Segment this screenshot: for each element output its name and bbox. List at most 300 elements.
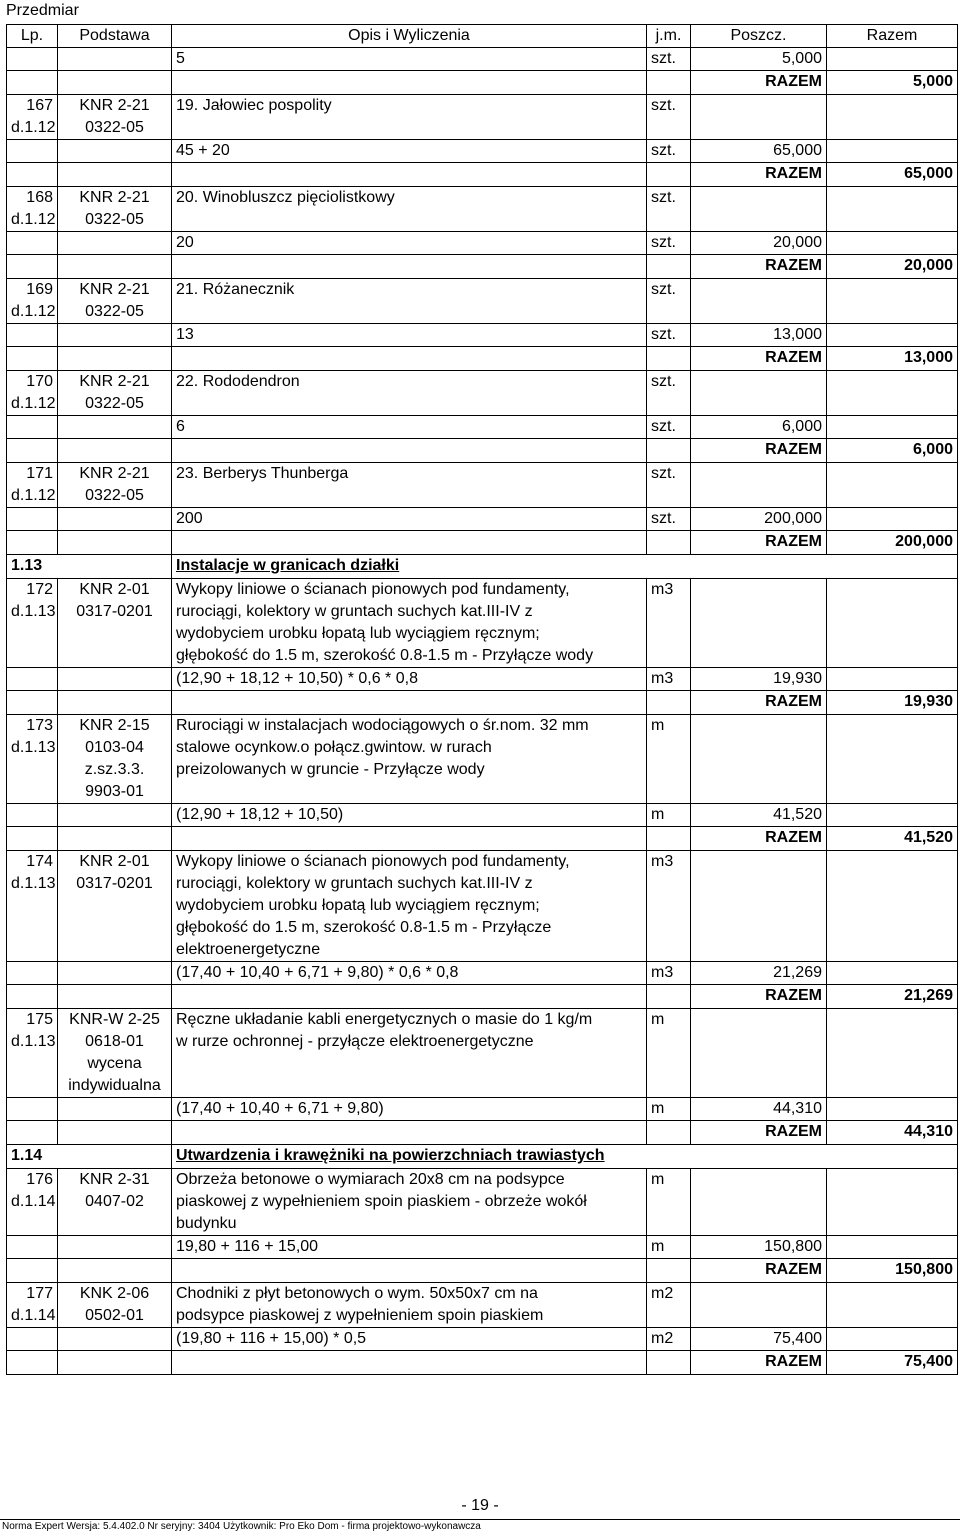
item-row (7, 1009, 958, 1098)
section-row (7, 555, 958, 579)
description-line: rurociągi, kolektory w gruntach suchych kat.III-IV z (176, 603, 533, 620)
sum-empty (58, 827, 172, 851)
calc-formula: (17,40 + 10,40 + 6,71 + 9,80) (172, 1098, 647, 1121)
description-line: 23. Berberys Thunberga (176, 465, 349, 482)
sum-empty (172, 255, 647, 279)
item-razem-empty (827, 851, 958, 962)
section-row (7, 1145, 958, 1169)
calc-basis-empty (58, 804, 172, 827)
basis-line: wycena (87, 1055, 142, 1072)
item-razem-empty (827, 579, 958, 668)
sum-empty (647, 691, 691, 715)
calc-formula: (19,80 + 116 + 15,00) * 0,5 (172, 1328, 647, 1351)
item-unit: szt. (647, 95, 691, 140)
item-sub-number: d.1.12 (11, 211, 56, 228)
sum-empty (647, 163, 691, 187)
item-description (172, 1283, 647, 1328)
item-description (172, 851, 647, 962)
calc-lp-empty (7, 140, 58, 163)
header-lp: Lp. (7, 25, 58, 48)
sum-empty (58, 255, 172, 279)
item-sub-number: d.1.12 (11, 119, 56, 136)
item-poszcz-empty (691, 279, 827, 324)
razem-total: 41,520 (827, 827, 958, 851)
item-razem-empty (827, 1283, 958, 1328)
item-lp (7, 371, 58, 416)
carry-sum-row (7, 71, 958, 95)
calc-row (7, 1328, 958, 1351)
item-basis (58, 1009, 172, 1098)
calc-razem-empty (827, 140, 958, 163)
item-number: 177 (26, 1285, 53, 1302)
razem-total: 19,930 (827, 691, 958, 715)
description-line: Rurociągi w instalacjach wodociągowych o śr.nom. 32 mm (176, 717, 589, 734)
calc-basis-empty (58, 1236, 172, 1259)
przedmiar-table (6, 24, 958, 1375)
header-podstawa: Podstawa (58, 25, 172, 48)
calc-lp-empty (7, 508, 58, 531)
basis-line: KNR 2-21 (79, 189, 150, 206)
calc-unit: m (647, 1098, 691, 1121)
item-basis (58, 715, 172, 804)
item-razem-empty (827, 95, 958, 140)
basis-line: KNR 2-21 (79, 281, 150, 298)
item-number: 168 (26, 189, 53, 206)
sum-row (7, 1121, 958, 1145)
sum-empty (172, 1121, 647, 1145)
calc-formula: (12,90 + 18,12 + 10,50) * 0,6 * 0,8 (172, 668, 647, 691)
sum-empty (172, 439, 647, 463)
description-line: 19. Jałowiec pospolity (176, 97, 332, 114)
calc-row (7, 1098, 958, 1121)
item-row (7, 463, 958, 508)
item-sub-number: d.1.14 (11, 1307, 56, 1324)
calc-razem-empty (827, 324, 958, 347)
calc-lp-empty (7, 1098, 58, 1121)
razem-label: RAZEM (691, 985, 827, 1009)
description-line: wydobyciem urobku łopatą lub wyciągiem ręcznym; (176, 625, 540, 642)
item-sub-number: d.1.13 (11, 603, 56, 620)
basis-line: KNR-W 2-25 (69, 1011, 160, 1028)
sum-empty (7, 1259, 58, 1283)
calc-unit: m (647, 804, 691, 827)
item-razem-empty (827, 279, 958, 324)
item-basis (58, 279, 172, 324)
sum-empty (647, 1351, 691, 1375)
description-line: w rurze ochronnej - przyłącze elektroenergetyczne (176, 1033, 534, 1050)
calc-row (7, 1236, 958, 1259)
table-header-row (7, 25, 958, 48)
calc-basis-empty (58, 324, 172, 347)
item-row (7, 1283, 958, 1328)
sum-row (7, 1351, 958, 1375)
description-line: głębokość do 1.5 m, szerokość 0.8-1.5 m - Przyłącze (176, 919, 552, 936)
razem-label: RAZEM (691, 1121, 827, 1145)
sum-row (7, 255, 958, 279)
item-row (7, 579, 958, 668)
calc-value: 41,520 (691, 804, 827, 827)
item-unit: m3 (647, 851, 691, 962)
footer-text: Norma Expert Wersja: 5.4.402.0 Nr seryjny: 3404 Użytkownik: Pro Eko Dom - firma projektowo-wykonawcza (2, 1521, 481, 1532)
sum-empty (58, 347, 172, 371)
sum-empty (58, 691, 172, 715)
sum-empty (58, 1121, 172, 1145)
calc-lp-empty (7, 804, 58, 827)
item-poszcz-empty (691, 851, 827, 962)
sum-empty (172, 347, 647, 371)
sum-empty (172, 691, 647, 715)
calc-value: 75,400 (691, 1328, 827, 1351)
description-line: Ręczne układanie kabli energetycznych o masie do 1 kg/m (176, 1011, 593, 1028)
basis-line: 0322-05 (85, 119, 144, 136)
item-description (172, 579, 647, 668)
sum-row (7, 163, 958, 187)
item-poszcz-empty (691, 1009, 827, 1098)
item-number: 176 (26, 1171, 53, 1188)
basis-line: KNR 2-15 (79, 717, 150, 734)
basis-line: 0407-02 (85, 1193, 144, 1210)
sum-empty (7, 531, 58, 555)
description-line: Wykopy liniowe o ścianach pionowych pod fundamenty, (176, 581, 570, 598)
item-row (7, 851, 958, 962)
item-basis (58, 851, 172, 962)
sum-empty (58, 1259, 172, 1283)
item-description (172, 1169, 647, 1236)
calc-formula: 20 (172, 232, 647, 255)
description-line: podsypce piaskowej z wypełnieniem spoin piaskiem (176, 1307, 544, 1324)
basis-line: 0103-04 (85, 739, 144, 756)
sum-row (7, 439, 958, 463)
sum-empty (7, 347, 58, 371)
basis-line: KNR 2-21 (79, 465, 150, 482)
description-line: preizolowanych w gruncie - Przyłącze wody (176, 761, 485, 778)
basis-line: indywidualna (68, 1077, 161, 1094)
section-title: Utwardzenia i krawężniki na powierzchniach trawiastych (172, 1145, 958, 1169)
sum-empty (58, 531, 172, 555)
calc-formula: (12,90 + 18,12 + 10,50) (172, 804, 647, 827)
calc-formula: 5 (172, 48, 647, 71)
calc-basis-empty (58, 962, 172, 985)
calc-formula: 19,80 + 116 + 15,00 (172, 1236, 647, 1259)
calc-formula: 6 (172, 416, 647, 439)
calc-unit: m2 (647, 1328, 691, 1351)
sum-empty (647, 531, 691, 555)
calc-row (7, 668, 958, 691)
calc-razem-empty (827, 1236, 958, 1259)
item-number: 169 (26, 281, 53, 298)
item-number: 174 (26, 853, 53, 870)
calc-unit: szt. (647, 48, 691, 71)
calc-row (7, 804, 958, 827)
item-razem-empty (827, 371, 958, 416)
calc-unit: m (647, 1236, 691, 1259)
calc-value: 44,310 (691, 1098, 827, 1121)
sum-empty (7, 827, 58, 851)
description-line: budynku (176, 1215, 237, 1232)
calc-row (7, 324, 958, 347)
calc-lp-empty (7, 962, 58, 985)
calc-unit: szt. (647, 232, 691, 255)
item-description (172, 1009, 647, 1098)
basis-line: 0317-0201 (76, 875, 153, 892)
description-line: 22. Rododendron (176, 373, 300, 390)
header-poszcz: Poszcz. (691, 25, 827, 48)
calc-unit: szt. (647, 416, 691, 439)
calc-value: 21,269 (691, 962, 827, 985)
footer-divider (0, 1519, 960, 1520)
item-description (172, 95, 647, 140)
calc-basis-empty (58, 1098, 172, 1121)
razem-total: 75,400 (827, 1351, 958, 1375)
sum-row (7, 531, 958, 555)
calc-lp-empty (7, 1236, 58, 1259)
razem-total: 13,000 (827, 347, 958, 371)
sum-empty (7, 1351, 58, 1375)
razem-label: RAZEM (691, 255, 827, 279)
item-unit: szt. (647, 371, 691, 416)
item-unit: m (647, 715, 691, 804)
razem-label: RAZEM (691, 531, 827, 555)
item-row (7, 715, 958, 804)
sum-row (7, 691, 958, 715)
sum-empty (7, 163, 58, 187)
description-line: głębokość do 1.5 m, szerokość 0.8-1.5 m - Przyłącze wody (176, 647, 594, 664)
item-unit: m (647, 1009, 691, 1098)
sum-row (7, 827, 958, 851)
item-poszcz-empty (691, 715, 827, 804)
calc-unit: szt. (647, 140, 691, 163)
document-title: Przedmiar (6, 2, 79, 19)
razem-total: 21,269 (827, 985, 958, 1009)
header-razem: Razem (827, 25, 958, 48)
item-basis (58, 95, 172, 140)
calc-razem-empty (827, 508, 958, 531)
item-basis (58, 463, 172, 508)
basis-line: 9903-01 (85, 783, 144, 800)
razem-label: RAZEM (691, 691, 827, 715)
item-lp (7, 1169, 58, 1236)
sum-empty (58, 1351, 172, 1375)
item-lp (7, 463, 58, 508)
sum-row (7, 985, 958, 1009)
item-lp (7, 715, 58, 804)
calc-formula: 45 + 20 (172, 140, 647, 163)
item-number: 170 (26, 373, 53, 390)
razem-label: RAZEM (691, 439, 827, 463)
sum-empty (58, 985, 172, 1009)
sum-empty (7, 1121, 58, 1145)
section-number: 1.14 (7, 1145, 172, 1169)
sum-empty (172, 827, 647, 851)
basis-line: KNK 2-06 (79, 1285, 150, 1302)
calc-row (7, 140, 958, 163)
description-line: wydobyciem urobku łopatą lub wyciągiem ręcznym; (176, 897, 540, 914)
basis-line: 0618-01 (85, 1033, 144, 1050)
item-basis (58, 1283, 172, 1328)
item-sub-number: d.1.14 (11, 1193, 56, 1210)
item-lp (7, 187, 58, 232)
item-number: 171 (26, 465, 53, 482)
sum-empty (7, 439, 58, 463)
calc-unit: m3 (647, 668, 691, 691)
razem-total: 65,000 (827, 163, 958, 187)
calc-unit: m3 (647, 962, 691, 985)
description-line: 20. Winobluszcz pięciolistkowy (176, 189, 395, 206)
sum-empty (172, 531, 647, 555)
item-poszcz-empty (691, 95, 827, 140)
razem-label: RAZEM (691, 163, 827, 187)
item-razem-empty (827, 463, 958, 508)
razem-label: RAZEM (691, 1259, 827, 1283)
calc-value: 20,000 (691, 232, 827, 255)
razem-total: 150,800 (827, 1259, 958, 1283)
item-poszcz-empty (691, 371, 827, 416)
description-line: Obrzeża betonowe o wymiarach 20x8 cm na podsypce (176, 1171, 565, 1188)
razem-total: 5,000 (827, 71, 958, 95)
item-lp (7, 95, 58, 140)
calc-razem-empty (827, 1098, 958, 1121)
item-razem-empty (827, 1009, 958, 1098)
item-row (7, 1169, 958, 1236)
basis-line: 0322-05 (85, 211, 144, 228)
item-sub-number: d.1.13 (11, 875, 56, 892)
description-line: Wykopy liniowe o ścianach pionowych pod fundamenty, (176, 853, 570, 870)
calc-basis-empty (58, 668, 172, 691)
calc-value: 65,000 (691, 140, 827, 163)
calc-razem-empty (827, 1328, 958, 1351)
item-poszcz-empty (691, 579, 827, 668)
razem-total: 44,310 (827, 1121, 958, 1145)
calc-value: 6,000 (691, 416, 827, 439)
description-line: rurociągi, kolektory w gruntach suchych kat.III-IV z (176, 875, 533, 892)
header-opis: Opis i Wyliczenia (172, 25, 647, 48)
item-row (7, 371, 958, 416)
description-line: elektroenergetyczne (176, 941, 321, 958)
section-title: Instalacje w granicach działki (172, 555, 958, 579)
razem-label: RAZEM (691, 827, 827, 851)
sum-empty (647, 255, 691, 279)
sum-empty (647, 827, 691, 851)
basis-line: KNR 2-31 (79, 1171, 150, 1188)
item-sub-number: d.1.13 (11, 739, 56, 756)
item-number: 172 (26, 581, 53, 598)
carry-calc-row (7, 48, 958, 71)
section-number: 1.13 (7, 555, 172, 579)
item-description (172, 279, 647, 324)
sum-empty (647, 439, 691, 463)
calc-lp-empty (7, 232, 58, 255)
calc-basis-empty (58, 232, 172, 255)
razem-label: RAZEM (691, 347, 827, 371)
item-poszcz-empty (691, 463, 827, 508)
item-basis (58, 187, 172, 232)
calc-razem-empty (827, 962, 958, 985)
item-row (7, 279, 958, 324)
sum-empty (172, 1259, 647, 1283)
razem-total: 20,000 (827, 255, 958, 279)
calc-lp-empty (7, 324, 58, 347)
item-sub-number: d.1.12 (11, 395, 56, 412)
calc-razem-empty (827, 232, 958, 255)
item-poszcz-empty (691, 187, 827, 232)
item-poszcz-empty (691, 1283, 827, 1328)
sum-empty (172, 985, 647, 1009)
item-razem-empty (827, 187, 958, 232)
item-unit: szt. (647, 279, 691, 324)
razem-total: 200,000 (827, 531, 958, 555)
sum-empty (647, 985, 691, 1009)
sum-empty (172, 1351, 647, 1375)
sum-empty (172, 163, 647, 187)
item-unit: szt. (647, 463, 691, 508)
item-razem-empty (827, 715, 958, 804)
basis-line: KNR 2-01 (79, 581, 150, 598)
calc-row (7, 962, 958, 985)
calc-formula: 13 (172, 324, 647, 347)
item-basis (58, 579, 172, 668)
basis-line: 0322-05 (85, 487, 144, 504)
sum-empty (58, 163, 172, 187)
basis-line: KNR 2-01 (79, 853, 150, 870)
calc-razem-empty (827, 804, 958, 827)
item-description (172, 371, 647, 416)
item-sub-number: d.1.12 (11, 303, 56, 320)
item-poszcz-empty (691, 1169, 827, 1236)
basis-line: 0502-01 (85, 1307, 144, 1324)
item-number: 173 (26, 717, 53, 734)
description-line: 21. Różanecznik (176, 281, 295, 298)
razem-total: 6,000 (827, 439, 958, 463)
basis-line: 0322-05 (85, 303, 144, 320)
calc-unit: szt. (647, 324, 691, 347)
sum-empty (647, 1121, 691, 1145)
razem-label: RAZEM (691, 71, 827, 95)
item-lp (7, 1283, 58, 1328)
sum-empty (7, 255, 58, 279)
basis-line: 0322-05 (85, 395, 144, 412)
calc-formula: 200 (172, 508, 647, 531)
item-number: 167 (26, 97, 53, 114)
calc-value: 150,800 (691, 1236, 827, 1259)
item-unit: szt. (647, 187, 691, 232)
item-lp (7, 279, 58, 324)
item-description (172, 463, 647, 508)
description-line: stalowe ocynkow.o połącz.gwintow. w rurach (176, 739, 492, 756)
calc-value: 200,000 (691, 508, 827, 531)
sum-empty (7, 691, 58, 715)
item-unit: m2 (647, 1283, 691, 1328)
page-number: - 19 - (461, 1497, 499, 1514)
calc-razem-empty (827, 668, 958, 691)
item-unit: m3 (647, 579, 691, 668)
basis-line: z.sz.3.3. (84, 761, 145, 778)
calc-basis-empty (58, 1328, 172, 1351)
sum-empty (7, 985, 58, 1009)
calc-basis-empty (58, 140, 172, 163)
item-razem-empty (827, 1169, 958, 1236)
basis-line: KNR 2-21 (79, 373, 150, 390)
calc-lp-empty (7, 1328, 58, 1351)
sum-row (7, 347, 958, 371)
calc-row (7, 416, 958, 439)
calc-value: 5,000 (691, 48, 827, 71)
sum-empty (647, 347, 691, 371)
calc-row (7, 232, 958, 255)
calc-row (7, 508, 958, 531)
header-jm: j.m. (647, 25, 691, 48)
calc-lp-empty (7, 416, 58, 439)
item-basis (58, 371, 172, 416)
